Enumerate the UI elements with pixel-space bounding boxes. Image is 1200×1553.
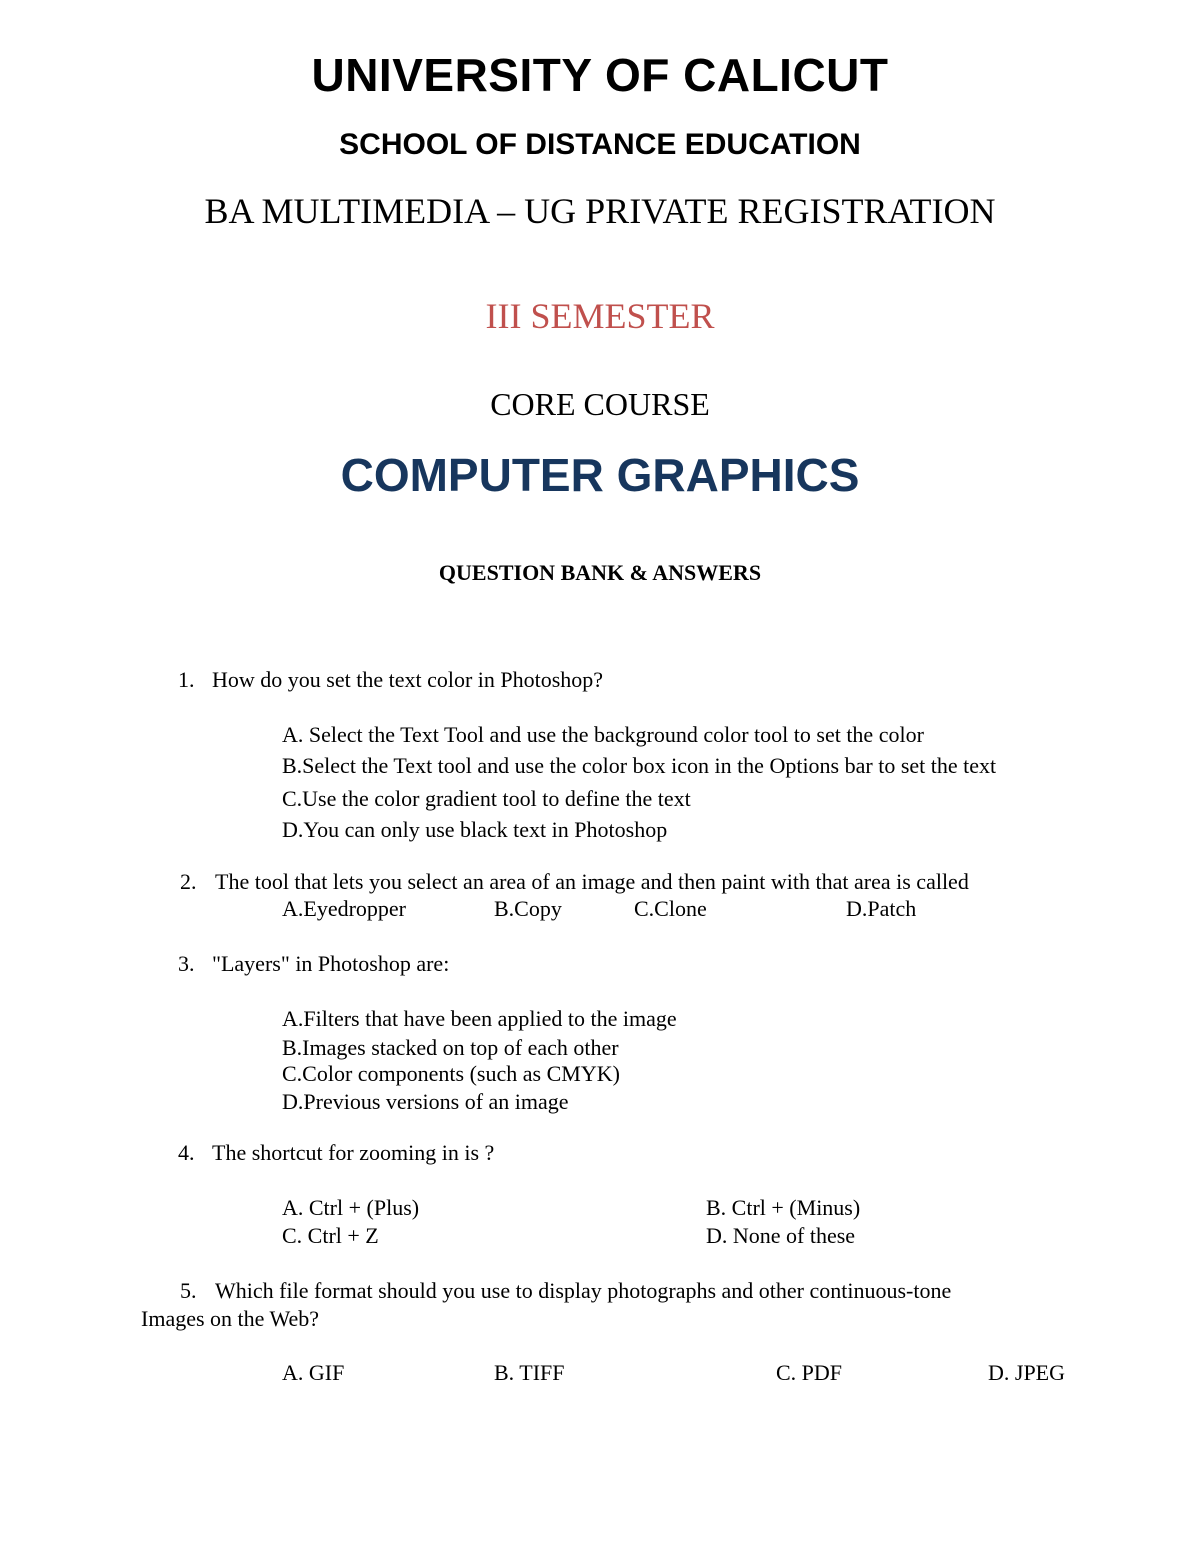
option-b: B. TIFF bbox=[494, 1360, 565, 1385]
option-b: B.Select the Text tool and use the color box icon in the Options bar to set the text bbox=[282, 753, 997, 778]
question-text-continued: Images on the Web? bbox=[141, 1306, 320, 1331]
option-c: C. Ctrl + Z bbox=[282, 1223, 379, 1248]
option-a: A.Eyedropper bbox=[282, 896, 407, 921]
school-name: SCHOOL OF DISTANCE EDUCATION bbox=[339, 128, 861, 161]
option-a: A.Filters that have been applied to the image bbox=[282, 1006, 677, 1031]
university-name: UNIVERSITY OF CALICUT bbox=[311, 49, 889, 101]
option-c: C. PDF bbox=[776, 1360, 843, 1385]
option-a: A. Select the Text Tool and use the background color tool to set the color bbox=[282, 722, 924, 747]
question-text: The shortcut for zooming in is ? bbox=[212, 1140, 495, 1165]
option-a: A. GIF bbox=[282, 1360, 345, 1385]
question-text: Which file format should you use to display photographs and other continuous-tone bbox=[215, 1278, 952, 1303]
question-text: "Layers" in Photoshop are: bbox=[212, 951, 450, 976]
option-d: D. JPEG bbox=[988, 1360, 1066, 1385]
question-number: 4. bbox=[178, 1140, 195, 1165]
option-d: D.Previous versions of an image bbox=[282, 1089, 569, 1114]
course-title: COMPUTER GRAPHICS bbox=[340, 449, 860, 501]
section-title: QUESTION BANK & ANSWERS bbox=[438, 560, 762, 585]
semester-label: III SEMESTER bbox=[485, 296, 715, 336]
option-d: D.You can only use black text in Photoshop bbox=[282, 817, 668, 842]
option-b: B.Images stacked on top of each other bbox=[282, 1035, 619, 1060]
core-course-label: CORE COURSE bbox=[490, 386, 710, 422]
option-b: B.Copy bbox=[494, 896, 562, 921]
option-b: B. Ctrl + (Minus) bbox=[706, 1195, 861, 1220]
question-text: How do you set the text color in Photoshop? bbox=[212, 667, 604, 692]
program-title: BA MULTIMEDIA – UG PRIVATE REGISTRATION bbox=[204, 191, 996, 231]
option-d: D.Patch bbox=[846, 896, 917, 921]
question-number: 5. bbox=[180, 1278, 197, 1303]
question-text: The tool that lets you select an area of an image and then paint with that area is called bbox=[215, 869, 969, 894]
question-number: 3. bbox=[178, 951, 195, 976]
option-c: C.Color components (such as CMYK) bbox=[282, 1061, 620, 1086]
option-a: A. Ctrl + (Plus) bbox=[282, 1195, 420, 1220]
option-c: C.Use the color gradient tool to define the text bbox=[282, 786, 691, 811]
option-c: C.Clone bbox=[634, 896, 707, 921]
question-number: 2. bbox=[180, 869, 197, 894]
question-number: 1. bbox=[178, 667, 195, 692]
option-d: D. None of these bbox=[706, 1223, 856, 1248]
